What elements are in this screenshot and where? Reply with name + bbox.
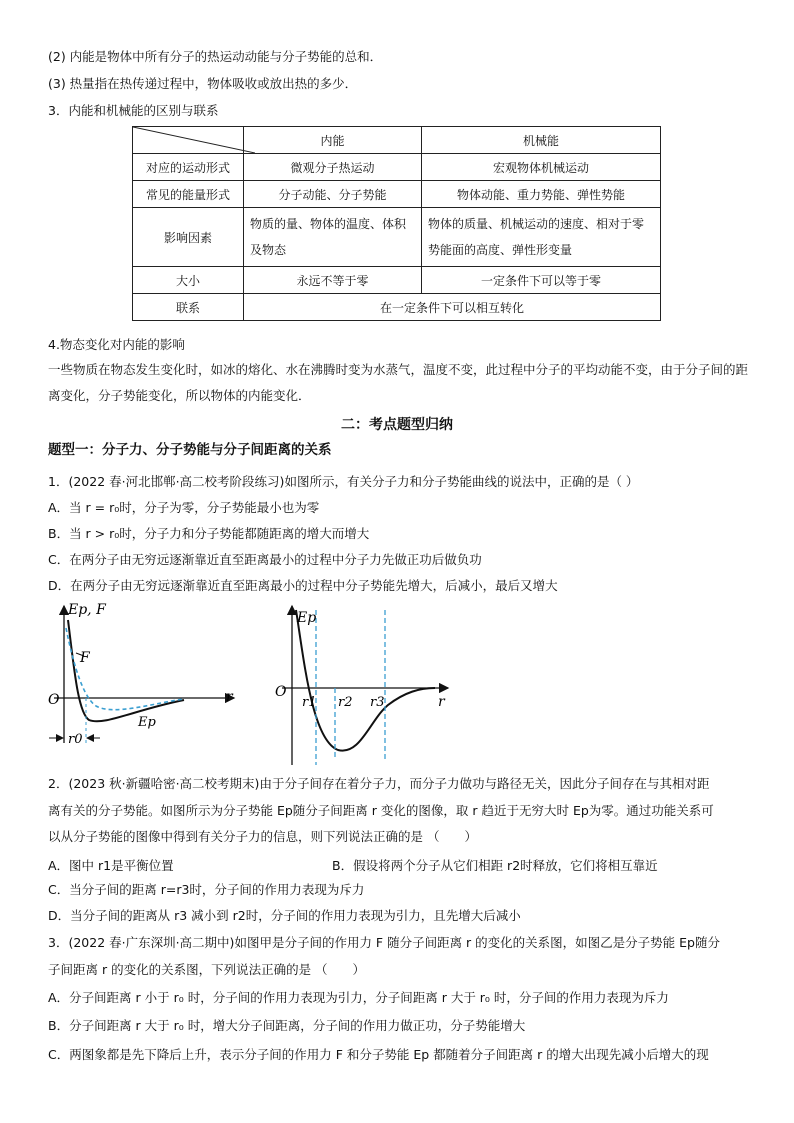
intro-line-2: (2) 内能是物体中所有分子的热运动动能与分子势能的总和．	[48, 49, 383, 64]
fig1-ep-label: Ep	[138, 715, 156, 730]
table-cell: 一定条件下可以等于零	[422, 267, 661, 294]
table-cell: 在一定条件下可以相互转化	[244, 294, 661, 321]
table-cell: 分子动能、分子势能	[244, 181, 422, 208]
q1-option-c: C．在两分子由无穷远逐渐靠近直至距离最小的过程中分子力先做正功后做负功	[48, 552, 482, 567]
fig1-r-label: r	[226, 689, 233, 705]
q2-option-d: D．当分子间的距离从 r3 减小到 r2时，分子间的作用力表现为引力，且先增大后减小	[48, 908, 521, 923]
q3-option-c: C．两图象都是先下降后上升，表示分子间的作用力 F 和分子势能 Ep 都随着分子间距离 r 的增大出现先减小后增大的现	[48, 1047, 709, 1062]
fig1-f-label: F	[80, 650, 90, 666]
q1-option-a: A．当 r = r₀时，分子为零，分子势能最小也为零	[48, 500, 320, 515]
ep-curve	[68, 620, 184, 721]
fig1-ylabel: Ep, F	[68, 602, 106, 618]
fig1-origin: O	[48, 692, 60, 708]
fig2-r3-label: r3	[370, 695, 385, 710]
q3-option-b: B．分子间距离 r 大于 r₀ 时，增大分子间距离，分子间的作用力做正功，分子势能增大	[48, 1018, 526, 1033]
table-cell: 宏观物体机械运动	[422, 154, 661, 181]
type-1-title: 题型一：分子力、分子势能与分子间距离的关系	[48, 442, 332, 458]
q1-option-b: B．当 r > r₀时，分子力和分子势能都随距离的增大而增大	[48, 526, 370, 541]
figure-potential-energy	[270, 600, 460, 770]
q3-stem-2: 子间距离 r 的变化的关系图，下列说法正确的是 （ ）	[48, 962, 366, 977]
table-header-cell: 机械能	[422, 127, 661, 154]
table-cell: 永远不等于零	[244, 267, 422, 294]
fig2-r-label: r	[438, 694, 445, 710]
table-cell: 联系	[133, 294, 244, 321]
table-header-row	[133, 127, 661, 154]
q1-stem: 1．(2022 春·河北邯郸·高二校考阶段练习)如图所示，有关分子力和分子势能曲线的说法中，正确的是（ ）	[48, 474, 639, 489]
table-cell: 大小	[133, 267, 244, 294]
intro-line-3: (3) 热量指在热传递过程中，物体吸收或放出热的多少．	[48, 76, 358, 91]
comparison-table	[132, 126, 661, 321]
table-cell: 影响因素	[133, 208, 244, 267]
table-row	[133, 154, 661, 181]
table-cell: 常见的能量形式	[133, 181, 244, 208]
table-corner-cell	[133, 127, 244, 154]
figure-force-potential	[44, 598, 244, 748]
section-4-title: 4.物态变化对内能的影响	[48, 337, 185, 352]
fig2-ylabel: Ep	[297, 610, 317, 626]
fig1-r0-label: r0	[68, 732, 83, 747]
diagonal-line	[133, 127, 255, 153]
table-cell: 微观分子热运动	[244, 154, 422, 181]
part-2-title: 二：考点题型归纳	[341, 417, 453, 433]
table-row	[133, 267, 661, 294]
ep-curve	[296, 610, 435, 751]
fig2-origin: O	[275, 684, 287, 700]
q3-option-a: A．分子间距离 r 小于 r₀ 时，分子间的作用力表现为引力，分子间距离 r 大于 r₀ 时，分子间的作用力表现为斥力	[48, 990, 669, 1005]
table-row	[133, 208, 661, 267]
section-4-body: 一些物质在物态发生变化时，如冰的熔化、水在沸腾时变为水蒸气，温度不变，此过程中分子的平均动能不变，由于分子间的距离变化，分子势能变化，所以物体的内能变化．	[48, 362, 749, 403]
q3-stem-1: 3．(2022 春·广东深圳·高二期中)如图甲是分子间的作用力 F 随分子间距离 r 的变化的关系图，如图乙是分子势能 Ep随分	[48, 935, 720, 950]
q2-stem-3: 以从分子势能的图像中得到有关分子力的信息，则下列说法正确的是 （ ）	[48, 829, 477, 844]
q2-option-a: A．图中 r1是平衡位置	[48, 858, 174, 873]
table-header-cell: 内能	[244, 127, 422, 154]
table-cell: 物体的质量、机械运动的速度、相对于零势能面的高度、弹性形变量	[422, 208, 661, 267]
table-row	[133, 181, 661, 208]
section-3-title: 3．内能和机械能的区别与联系	[48, 103, 219, 118]
q2-option-c: C．当分子间的距离 r=r3时，分子间的作用力表现为斥力	[48, 882, 365, 897]
q2-stem-2: 离有关的分子势能。如图所示为分子势能 Ep随分子间距离 r 变化的图像，取 r 趋近于无穷大时 Ep为零。通过功能关系可	[48, 803, 714, 818]
table-cell: 对应的运动形式	[133, 154, 244, 181]
q1-option-d: D．在两分子由无穷远逐渐靠近直至距离最小的过程中分子势能先增大，后减小，最后又增大	[48, 578, 558, 593]
fig2-r1-label: r1	[302, 695, 317, 710]
table-cell: 物质的量、物体的温度、体积及物态	[244, 208, 422, 267]
fig2-r2-label: r2	[338, 695, 353, 710]
table-row	[133, 294, 661, 321]
q2-option-b: B．假设将两个分子从它们相距 r2时释放，它们将相互靠近	[332, 858, 658, 873]
table-cell: 物体动能、重力势能、弹性势能	[422, 181, 661, 208]
q2-stem-1: 2．(2023 秋·新疆哈密·高二校考期末)由于分子间存在着分子力，而分子力做功与路径无关，因此分子间存在与其相对距	[48, 776, 710, 791]
